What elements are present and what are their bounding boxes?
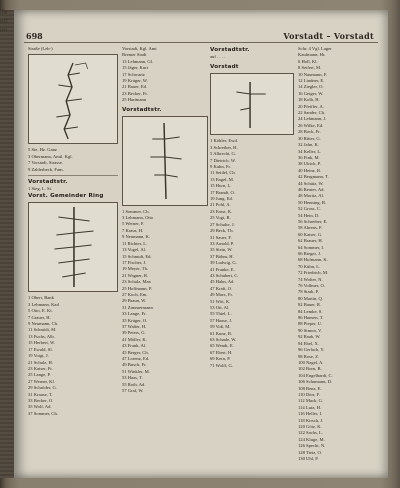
directory-entry: 11 Seidel, Ch. [210, 170, 236, 176]
directory-entry: 98 Rose, Z. [298, 353, 320, 359]
directory-entry: 35 Stein, W. [210, 247, 233, 253]
directory-entry: 62 Brauer, H. [298, 238, 323, 244]
directory-entry: Schr. 4 Vgl. Lager [298, 46, 332, 51]
directory-entry: 96 Gerlach, Y. [298, 347, 325, 353]
directory-entry: 17 Schwartz [122, 71, 145, 77]
directory-entry: 102 Born, B. [298, 366, 322, 372]
directory-entry: 118 Kirsch, J. [298, 417, 324, 423]
directory-entry: 1 Sieg, L. St. [28, 186, 52, 192]
directory-entry: 15 Schmidt, Ed. [122, 253, 152, 259]
directory-entry: 25 Vogt, R. [210, 215, 231, 221]
directory-entry: 9 Neumann, Ch. [28, 321, 59, 327]
running-title: Vorstadt – Vorstadt [283, 31, 374, 41]
directory-entry: 56 Schreiber, E. [298, 218, 328, 224]
directory-entry: 11 Richter, L. [122, 240, 148, 246]
directory-entry: 36 Fink, M. [298, 154, 320, 160]
directory-entry: 51 Winkler, M. [122, 368, 150, 374]
margin-text: im [0, 27, 8, 34]
directory-entry: 31 Zimmermann [122, 304, 153, 310]
directory-entry: 82 Bauer, R. [298, 302, 322, 308]
directory-entry: 44 Schütz, W. [298, 180, 324, 186]
directory-entry: 24 Lehmann, J. [298, 116, 327, 122]
directory-entry: 13 Vogel, Al. [122, 247, 147, 253]
directory-entry: 5 Albrecht, G. [210, 151, 237, 157]
directory-entry: 57 Haase, J. [210, 317, 233, 323]
section-heading: Vorstadt [210, 64, 239, 71]
directory-entry: 21 Bauer, Ed. [122, 84, 148, 90]
directory-entry: 1 Obert, Bank [28, 295, 54, 301]
directory-entry: 7 Grauer, H. [28, 314, 51, 320]
directory-entry: 13 Engel, M. [210, 176, 234, 182]
directory-entry: 120 Götz, K. [298, 423, 322, 429]
directory-entry: 30 Ritter, G. [298, 135, 321, 141]
section-heading: Vorstadtstr. [122, 106, 162, 113]
directory-entry: 15 Jäger, Kurt [122, 65, 148, 71]
directory-entry: 108 Benz, E. [298, 385, 322, 391]
directory-entry: 26 Wilke, Ed. [298, 122, 324, 128]
street-map-drawing [211, 74, 293, 134]
directory-entry: 37 Walter, H. [122, 323, 147, 329]
directory-entry: 45 Hahn, Ad. [210, 279, 235, 285]
directory-entry: 3 Schreiber, H. [210, 144, 238, 150]
column-4 [298, 46, 382, 470]
section-heading: Vorstadtstr. [210, 47, 250, 53]
directory-entry: 5 Sie, Hz. Ganz [28, 147, 57, 153]
street-map-3 [122, 116, 208, 206]
directory-entry: 106 Schumann, D. [298, 379, 333, 385]
directory-entry: 35 Wolf, Ad. [28, 404, 52, 410]
directory-entry: 10 Naumann, F. [298, 71, 328, 77]
section-heading: Vorstadtstr. [28, 179, 68, 186]
directory-entry: 5 Otto, E. Kt. [28, 308, 53, 314]
directory-entry: 74 Wolter, N. [298, 276, 323, 282]
directory-entry: 35 Krüger, O. [122, 317, 148, 323]
column-top-label: Straße (Leh-) [28, 46, 53, 51]
directory-entry: 31 Sauer, F. [210, 234, 232, 240]
directory-entry: 31 Krause, T. [28, 391, 53, 397]
directory-entry: 19 Meyer, Th. [122, 266, 149, 272]
directory-entry: 23 Kaiser, Fr. [28, 365, 53, 371]
directory-entry: 13 Fuchs, Alb. [28, 333, 55, 339]
street-map-2 [28, 202, 118, 292]
directory-entry: 17 Brandt, O. [210, 189, 236, 195]
directory-entry: 53 Ott, Al. [210, 304, 230, 310]
directory-entry: 42 Bergmann, T. [298, 174, 329, 180]
section-heading: Vorst. Gemeinder Ring [28, 193, 104, 200]
directory-entry: 122 Sachs, L. [298, 430, 324, 436]
directory-entry: 65 Wendt, E. [210, 343, 234, 349]
directory-entry: 60 Kaiser, G. [298, 231, 323, 237]
directory-entry: 68 Hofmann, K. [298, 257, 328, 263]
directory-entry: 88 Pieper, U. [298, 321, 323, 327]
directory-entry: 54 Hein, D. [298, 212, 320, 218]
directory-entry: 49 Busch, Fr. [122, 362, 147, 368]
directory-entry: 47 Lorenz, Ed. [122, 356, 150, 361]
directory-entry: 50 Henning, B. [298, 199, 327, 205]
directory-entry: 7 Kraus, H. [122, 227, 144, 233]
directory-entry: 104 Engelhardt, C. [298, 372, 333, 378]
directory-entry: 55 Roth, Ad. [122, 381, 146, 387]
directory-entry: 53 Haas, T. [122, 375, 143, 381]
street-map-drawing [123, 117, 207, 205]
directory-entry: 51 Witt, K. [210, 298, 231, 304]
street-map-drawing [29, 203, 117, 291]
directory-entry: 21 Schulz, H. [28, 359, 54, 365]
directory-entry: 49 Marx, Fr. [210, 292, 233, 298]
directory-entry: 15 Horn, L. [210, 183, 232, 189]
directory-entry: 9 Kuhn, Fr. [210, 164, 231, 170]
directory-entry: 9 Neumann, K. [122, 234, 151, 240]
directory-entry: 128 Tietz, O. [298, 449, 322, 455]
directory-entry: 34 Keller, L. [298, 148, 322, 154]
directory-entry: 11 Schmidt, M. [28, 327, 57, 333]
directory-entry: 41 Möller, K. [122, 336, 147, 342]
directory-entry: 78 Stark, P. [298, 289, 319, 295]
directory-entry: 110 Dörr, F. [298, 391, 320, 397]
directory-entry: 27 Werner, Kl. [28, 378, 55, 384]
directory-entry: 12 Lindner, E. [298, 78, 325, 84]
directory-entry: 59 Voß, M. [210, 324, 231, 330]
directory-entry: 114 Lutz, H. [298, 404, 322, 410]
directory-entry: 100 Nagel, A. [298, 359, 324, 365]
directory-entry: 3 Lehmann, Otto [122, 215, 154, 221]
directory-entry: 72 Friedrich, M. [298, 270, 329, 276]
directory-entry: 9 Zahlerbeck, Fam. [28, 166, 64, 172]
directory-entry: 71 Wolff, G. [210, 362, 233, 368]
directory-entry: 40 Heinz, R. [298, 167, 322, 173]
directory-entry: 112 Mack, G. [298, 398, 324, 404]
directory-entry: 8 Seifert, M. [298, 65, 322, 71]
page-header [24, 30, 378, 43]
street-map-drawing [29, 55, 117, 143]
directory-entry: 29 Beck, Th. [210, 228, 234, 234]
directory-entry: 39 Peters, G. [122, 330, 146, 336]
directory-entry: 21 Pohl, A. [210, 202, 231, 208]
directory-entry: 84 Lemke, S. [298, 308, 323, 314]
directory-entry: 63 Schade, W. [210, 337, 237, 342]
directory-entry: 55 Thiel, L. [210, 311, 232, 317]
directory-entry: 3 Obermann, Amtl. Kgl. [28, 153, 73, 159]
directory-entry: 37 Böhm, H. [210, 253, 234, 259]
directory-entry: 19 Voigt, J. [28, 353, 49, 359]
column-3 [210, 46, 294, 470]
section-subtitle: auf . . . . [210, 54, 226, 59]
page-number: 698 [26, 31, 43, 41]
directory-entry: 43 Schubert, C. [210, 272, 239, 278]
directory-entry: Kaufmann, Hr. [298, 52, 326, 58]
directory-entry: 92 Raab, W. [298, 334, 321, 340]
directory-entry: 1 Sommer, Ch. [122, 208, 150, 214]
margin-text: ott [0, 18, 9, 25]
directory-entry: 28 Bock, Fr. [298, 129, 321, 135]
directory-entry: 15 Herbert, W. [28, 340, 56, 346]
directory-entry: 29 Braun, W. [122, 298, 147, 304]
directory-entry: 32 Jahn, K. [298, 142, 319, 148]
directory-entry: 80 Martin, Q. [298, 295, 324, 301]
directory-entry: 23 Becker, Fr. [122, 90, 148, 96]
directory-entry: 94 Ebel, X. [298, 340, 319, 346]
street-map-1 [28, 54, 118, 144]
directory-entry: 23 Schulz, Max [122, 279, 151, 285]
directory-entry: 38 Ulrich, P. [298, 161, 321, 167]
directory-entry: 90 Simon, V. [298, 327, 322, 333]
directory-entry: 25 Lange, P. [28, 372, 51, 378]
directory-entry: 25 Hoffmann, P. [122, 285, 153, 291]
directory-entry: 67 Ebert, H. [210, 349, 233, 355]
directory-entry: 21 Wagner, R. [122, 272, 149, 278]
margin-text: ife [0, 9, 8, 16]
directory-entry: 6 Holl, Kl. [298, 58, 318, 64]
directory-entry: 69 Kern, P. [210, 356, 231, 362]
directory-entry: 61 Kunz, R. [210, 330, 233, 336]
directory-entry: 27 Schulte, J. [210, 221, 235, 227]
directory-entry: 14 Ziegler, O. [298, 84, 324, 90]
directory-entry: 19 Jung, Ed. [210, 196, 233, 202]
directory-entry: 1 Köhler, Ewd. [210, 138, 238, 144]
directory-entry: 33 Lange, Fr. [122, 311, 147, 317]
directory-entry: 13 Lehmann, Gl. [122, 58, 154, 64]
page-edge [0, 10, 14, 478]
column-2 [122, 46, 208, 470]
directory-entry: 76 Vollmer, O. [298, 283, 325, 289]
directory-entry: 126 Specht, N. [298, 443, 326, 449]
directory-entry: Bremer Stadt [122, 52, 147, 58]
directory-entry: 19 Krüger, W. [122, 78, 148, 84]
directory-entry: 33 Arnold, P. [210, 240, 234, 246]
directory-entry: 20 Pfeiffer, A. [298, 103, 325, 109]
directory-entry: 57 Graf, W. [122, 388, 144, 394]
directory-entry: 5 Werner, F. [122, 221, 145, 227]
column-1 [28, 46, 118, 470]
directory-entry: 47 Kraft, O. [210, 285, 233, 291]
directory-entry: 7 Vorstadt, Strasse. [28, 160, 64, 166]
directory-entry: 22 Sander, Ch. [298, 110, 326, 116]
directory-entry: 58 Ahrens, F. [298, 225, 323, 231]
directory-entry: 16 Geiger, W. [298, 90, 324, 96]
directory-entry: 124 Kluge, M. [298, 436, 325, 442]
directory-entry: 41 Franke, E. [210, 266, 235, 272]
directory-entry: 66 Rieger, J. [298, 251, 322, 256]
directory-entry: 18 Kolb, H. [298, 97, 320, 103]
directory-entry: 45 Berger, Ch. [122, 349, 149, 355]
directory-entry: 17 Ewald, Sl. [28, 346, 53, 352]
street-map-4 [210, 73, 294, 135]
directory-entry: 27 Koch, Em. [122, 291, 148, 297]
directory-entry: 70 Kühn, L. [298, 263, 321, 269]
directory-entry: 130 Uhl, P. [298, 456, 319, 461]
directory-entry: 3 Lehmann, Karl [28, 301, 60, 307]
directory-entry: 29 Schröder, G. [28, 385, 57, 391]
directory-entry: 43 Frank, Al. [122, 343, 147, 349]
directory-entry: 86 Hansen, T. [298, 315, 324, 321]
directory-entry: 33 Becker, O. [28, 397, 54, 403]
directory-entry: 17 Fischer, J. [122, 259, 147, 265]
directory-entry: 23 Ernst, K. [210, 208, 233, 214]
directory-entry: Vorstadt, Kgl. Amt [122, 46, 157, 51]
directory-entry: 37 Sommer, Ch. [28, 410, 58, 416]
directory-entry: 39 Ludwig, G. [210, 260, 237, 266]
directory-entry: 52 Gross, C. [298, 206, 321, 212]
directory-entry: 48 Moritz, Al. [298, 193, 325, 199]
directory-entry: 116 Heller, I. [298, 411, 323, 417]
directory-entry: 46 Reuter, Ad. [298, 186, 325, 192]
directory-entry: 64 Sommer, I. [298, 244, 325, 250]
directory-entry: 25 Hartmann [122, 97, 147, 103]
directory-entry: 7 Dietrich, W. [210, 157, 236, 163]
directory-page [14, 10, 388, 478]
